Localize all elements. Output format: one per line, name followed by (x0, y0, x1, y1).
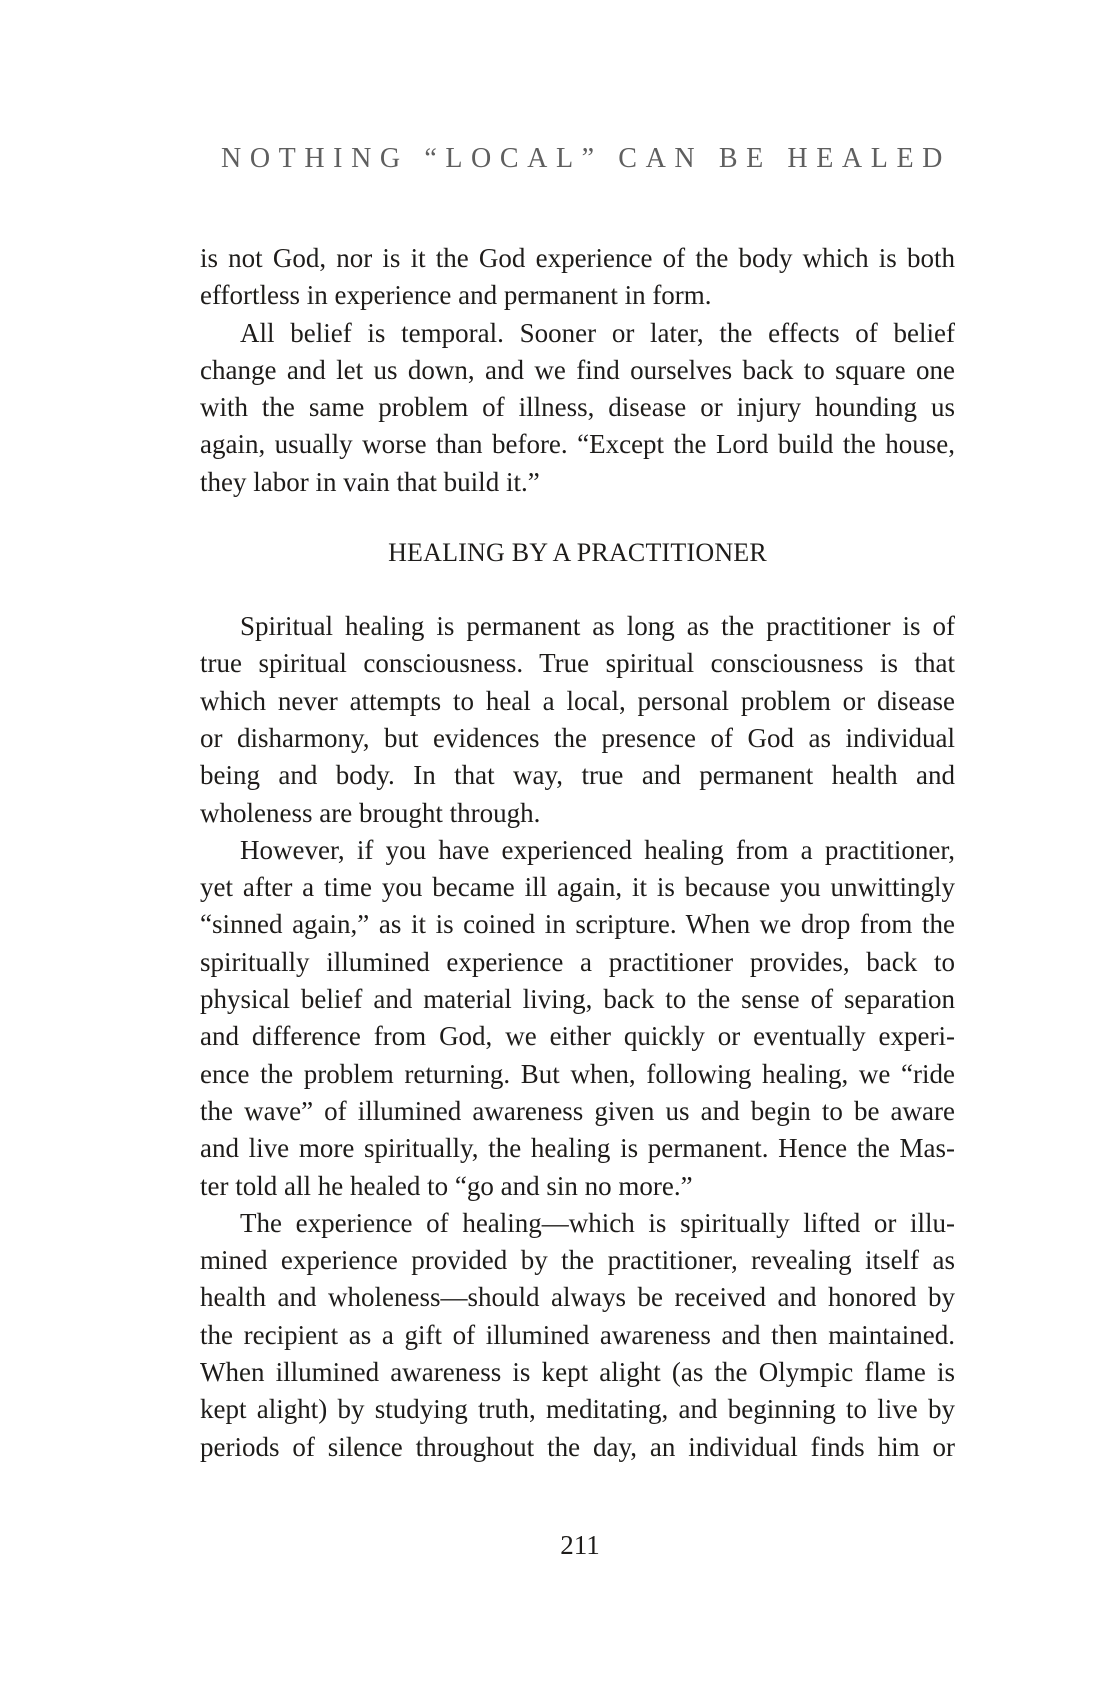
text-line: Spiritual healing is permanent as long as the practitioner is of (240, 611, 955, 642)
page-number: 211 (560, 1530, 600, 1560)
text-line: true spiritual consciousness. True spiritual consciousness is that (200, 648, 955, 679)
running-head: NOTHING “LOCAL” CAN BE HEALED (221, 143, 951, 174)
text-line: effortless in experience and permanent in form. (200, 280, 712, 311)
paragraph (200, 240, 955, 315)
text-line: The experience of healing—which is spiritually lifted or illu- (240, 1207, 955, 1238)
text-line: mined experience provided by the practitioner, revealing itself as (200, 1245, 955, 1276)
text-line: the recipient as a gift of illumined awareness and then maintained. (200, 1319, 955, 1350)
text-line: health and wholeness—should always be received and honored by (200, 1282, 955, 1313)
text-line: change and let us down, and we find ourselves back to square one (200, 354, 955, 385)
text-line: the wave” of illumined awareness given us and begin to be aware (200, 1095, 955, 1126)
text-line: wholeness are brought through. (200, 797, 541, 828)
text-line: is not God, nor is it the God experience of the body which is both (200, 243, 955, 273)
text-line: they labor in vain that build it.” (200, 466, 540, 497)
text-line: kept alight) by studying truth, meditating, and beginning to live by (200, 1394, 955, 1425)
text-line: ence the problem returning. But when, following healing, we “ride (200, 1058, 955, 1089)
paragraph (200, 315, 955, 501)
text-line: However, if you have experienced healing from a practitioner, (240, 834, 955, 865)
text-line: being and body. In that way, true and permanent health and (200, 760, 955, 791)
paragraph (200, 1205, 955, 1466)
section-heading: HEALING BY A PRACTITIONER (388, 538, 767, 568)
paragraph (200, 832, 955, 1205)
text-line: “sinned again,” as it is coined in scripture. When we drop from the (200, 909, 955, 940)
text-line: and difference from God, we either quickly or eventually experi- (200, 1021, 955, 1052)
text-line: spiritually illumined experience a practitioner provides, back to (200, 946, 955, 977)
text-line: with the same problem of illness, disease or injury hounding us (200, 392, 955, 423)
text-line: All belief is temporal. Sooner or later, the effects of belief (240, 317, 955, 348)
paragraph (200, 608, 955, 832)
text-line: physical belief and material living, back to the sense of separation (200, 984, 955, 1015)
text-line: and live more spiritually, the healing is permanent. Hence the Mas- (200, 1133, 955, 1164)
text-line: periods of silence throughout the day, an individual finds him or (200, 1431, 955, 1462)
text-line: When illumined awareness is kept alight (as the Olympic flame is (200, 1357, 955, 1388)
text-line: again, usually worse than before. “Except the Lord build the house, (200, 429, 955, 460)
text-line: yet after a time you became ill again, it is because you unwittingly (200, 872, 955, 903)
text-line: or disharmony, but evidences the presence of God as individual (200, 722, 955, 753)
text-line: ter told all he healed to “go and sin no more.” (200, 1170, 693, 1201)
body-text (200, 240, 955, 1466)
text-line: which never attempts to heal a local, personal problem or disease (200, 685, 955, 716)
